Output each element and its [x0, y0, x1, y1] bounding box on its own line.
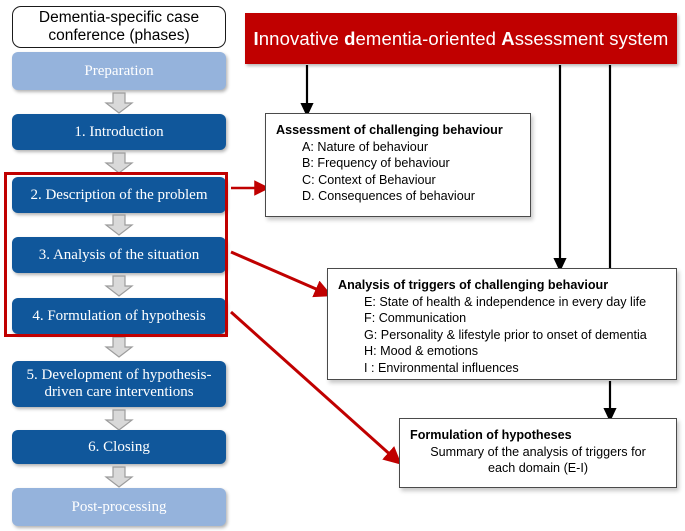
list-item: B: Frequency of behaviour [302, 156, 450, 171]
phase-box-introduction[interactable] [12, 114, 226, 150]
chevron-down-icon [104, 336, 134, 358]
box-assessment-of-challenging-behaviour [265, 113, 531, 217]
chevron-down-icon [104, 214, 134, 236]
list-item: C: Context of Behaviour [302, 172, 436, 187]
banner-bold-i: I [253, 27, 259, 49]
chevron-down-icon [104, 92, 134, 114]
ida-banner [245, 13, 677, 64]
box-heading: Analysis of triggers of challenging behaviour [338, 278, 609, 292]
chevron-down-icon [104, 466, 134, 488]
flow-title: Dementia-specific case conference (phases) [12, 6, 226, 48]
list-item: E: State of health & independence in every day life [364, 295, 647, 309]
list-item: I : Environmental influences [364, 360, 519, 375]
banner-bold-d: d [344, 27, 356, 49]
list-item: G: Personality & lifestyle prior to onset of dementia [364, 327, 647, 342]
phase-label: 1. Introduction [74, 123, 164, 140]
box-analysis-of-triggers [327, 268, 677, 380]
phase-box-development-of-interventions[interactable] [12, 361, 226, 407]
chevron-down-icon [104, 409, 134, 431]
list-item: H: Mood & emotions [364, 344, 479, 359]
chevron-down-icon [104, 275, 134, 297]
banner-text [254, 28, 669, 50]
phase-box-closing[interactable] [12, 430, 226, 464]
analysis-item-list [338, 294, 666, 376]
banner-part-3: ssessment system [514, 27, 669, 49]
assessment-item-list [276, 139, 520, 205]
list-item: A: Nature of behaviour [302, 140, 429, 154]
phase-label: 6. Closing [88, 438, 150, 455]
phase-box-preparation[interactable] [12, 52, 226, 90]
chevron-down-icon [104, 152, 134, 174]
phase-box-description-of-the-problem[interactable] [12, 177, 226, 213]
phase-box-post-processing[interactable] [12, 488, 226, 526]
box-heading: Assessment of challenging behaviour [276, 123, 503, 137]
banner-part-2: ementia-oriented [355, 27, 502, 49]
arrow-phase3-to-analysis [231, 252, 323, 292]
banner-part-1: nnovative [258, 27, 345, 49]
box-heading: Formulation of hypotheses [410, 428, 572, 442]
box-subtitle: Summary of the analysis of triggers for each domain (E-I) [430, 445, 646, 476]
phase-label: 5. Development of hypothesis-driven care interventions [26, 367, 212, 400]
box-formulation-of-hypotheses [399, 418, 677, 488]
phase-label: Post-processing [71, 498, 167, 515]
banner-bold-a: A [501, 27, 515, 49]
phase-label: Preparation [84, 62, 154, 79]
phase-label: 4. Formulation of hypothesis [32, 307, 206, 324]
list-item: D. Consequences of behaviour [302, 189, 475, 204]
phase-label: 2. Description of the problem [30, 186, 208, 203]
phase-box-analysis-of-the-situation[interactable] [12, 237, 226, 273]
phase-box-formulation-of-hypothesis[interactable] [12, 298, 226, 334]
list-item: F: Communication [364, 311, 467, 326]
phase-label: 3. Analysis of the situation [38, 246, 200, 263]
